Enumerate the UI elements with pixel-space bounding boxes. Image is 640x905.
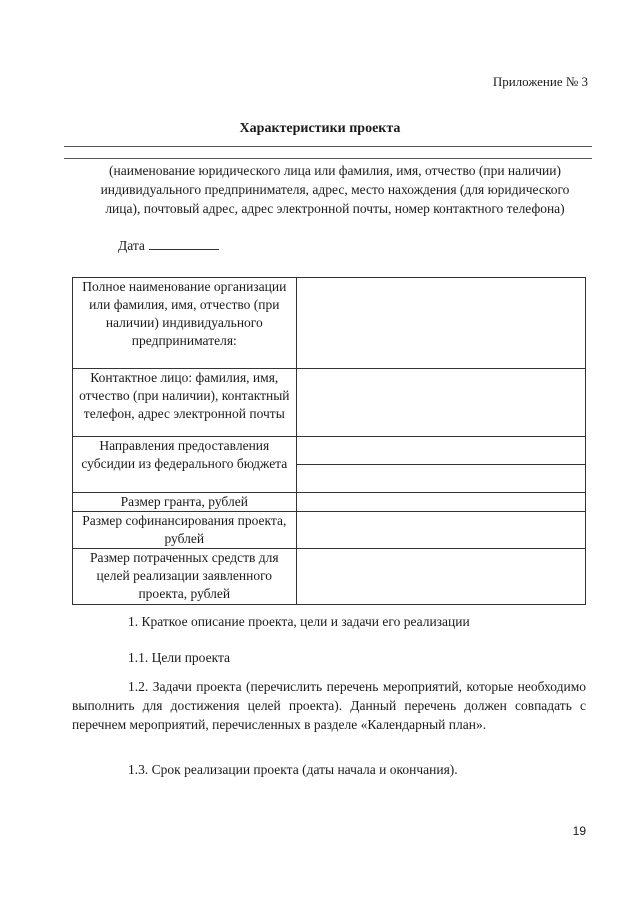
table-row [73, 512, 586, 549]
row-value-spent-funds [296, 549, 585, 605]
table-row [73, 493, 586, 512]
org-name-caption: (наименование юридического лица или фамилия, имя, отчество (при наличии) индивидуального предпринимателя, адрес, место нахождения (для юридического лица), почтовый адрес, адрес электронной почты, номер контактного телефона) [100, 163, 570, 216]
table-row [73, 369, 586, 437]
row-label-grant-amount: Размер гранта, рублей [73, 493, 297, 512]
project-info-table [72, 277, 586, 605]
table-row [73, 437, 586, 465]
row-label-full-name: Полное наименование организации или фамилия, имя, отчество (при наличии) индивидуального предпринимателя: [73, 278, 297, 369]
row-label-cofinancing: Размер софинансирования проекта, рублей [73, 512, 297, 549]
table-row [73, 278, 586, 369]
row-value-subsidy-direction-2 [296, 465, 585, 493]
document-title: Характеристики проекта [239, 121, 401, 136]
org-name-line-2 [64, 158, 592, 159]
row-value-cofinancing [296, 512, 585, 549]
appendix-label: Приложение № 3 [492, 74, 588, 89]
page-number: 19 [572, 824, 586, 838]
table-row [73, 549, 586, 605]
row-label-contact: Контактное лицо: фамилия, имя, отчество (при наличии), контактный телефон, адрес электронной почты [73, 369, 297, 437]
section-1-3-heading: 1.3. Срок реализации проекта (даты начала и окончания). [128, 762, 458, 777]
date-field [118, 235, 219, 254]
row-label-spent-funds: Размер потраченных средств для целей реализации заявленного проекта, рублей [73, 549, 297, 605]
row-value-subsidy-direction-1 [296, 437, 585, 465]
date-label: Дата [118, 238, 145, 253]
date-blank-line [149, 235, 219, 250]
row-value-grant-amount [296, 493, 585, 512]
section-1-heading: 1. Краткое описание проекта, цели и задачи его реализации [128, 614, 470, 629]
section-1-1-heading: 1.1. Цели проекта [128, 650, 231, 665]
row-value-contact [296, 369, 585, 437]
row-label-subsidy-direction: Направления предоставления субсидии из федерального бюджета [73, 437, 297, 493]
row-value-full-name [296, 278, 585, 369]
section-1-2-text: 1.2. Задачи проекта (перечислить перечень мероприятий, которые необходимо выполнить для достижения целей проекта). Данный перечень должен совпадать с перечнем мероприятий, перечисленных в разделе «Календарный план». [72, 679, 586, 732]
org-name-line [64, 146, 592, 147]
section-1-2-paragraph [72, 677, 586, 734]
